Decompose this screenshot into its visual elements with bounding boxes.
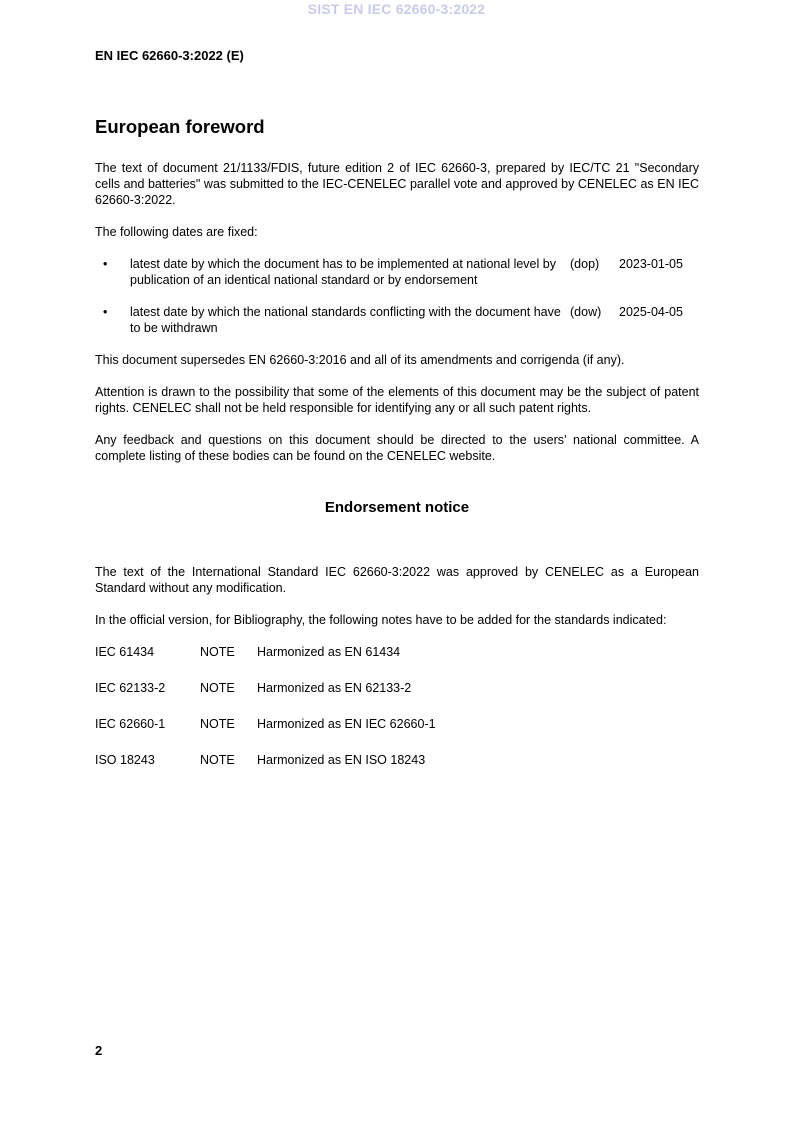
- date-item-dow: [95, 304, 699, 336]
- note-text: Harmonized as EN IEC 62660-1: [257, 717, 436, 731]
- date-item-text: latest date by which the document has to be implemented at national level by publication of an identical national standard or by endorsement: [130, 257, 556, 287]
- date-item-text: latest date by which the national standards conflicting with the document have to be withdrawn: [130, 305, 561, 335]
- date-item-code: (dop): [570, 257, 600, 271]
- note-text: Harmonized as EN 62133-2: [257, 681, 412, 695]
- patent-paragraph: Attention is drawn to the possibility that some of the elements of this document may be the subject of patent rights. CENELEC shall not be held responsible for identifying any or all such patent rights.: [95, 385, 699, 415]
- note-standard: IEC 61434: [95, 645, 155, 659]
- bullet-mark: •: [103, 305, 108, 319]
- feedback-paragraph: Any feedback and questions on this document should be directed to the users’ national committee. A complete listing of these bodies can be found on the CENELEC website.: [95, 433, 699, 463]
- dates-intro: The following dates are fixed:: [95, 225, 258, 239]
- note-standard: IEC 62133-2: [95, 681, 166, 695]
- note-row: [95, 752, 699, 768]
- note-row: [95, 644, 699, 660]
- note-standard: IEC 62660-1: [95, 717, 166, 731]
- note-kind: NOTE: [200, 753, 235, 767]
- page-content: [95, 116, 699, 788]
- endorsement-title: Endorsement notice: [324, 499, 470, 516]
- supersedes-paragraph: This document supersedes EN 62660-3:2016 and all of its amendments and corrigenda (if any).: [95, 353, 625, 367]
- date-item-date: 2025-04-05: [619, 305, 683, 319]
- note-text: Harmonized as EN 61434: [257, 645, 401, 659]
- foreword-intro: The text of document 21/1133/FDIS, future edition 2 of IEC 62660-3, prepared by IEC/TC 21 "Secondary cells and batteries" was submitted to the IEC-CENELEC parallel vote and approved by CENELEC as EN IEC 62660-3:2022.: [95, 161, 699, 207]
- bullet-mark: •: [103, 257, 108, 271]
- document-id: EN IEC 62660-3:2022 (E): [95, 48, 244, 63]
- watermark: SIST EN IEC 62660-3:2022: [307, 1, 486, 17]
- note-row: [95, 680, 699, 696]
- endorsement-text: The text of the International Standard IEC 62660-3:2022 was approved by CENELEC as a European Standard without any modification.: [95, 565, 699, 595]
- note-kind: NOTE: [200, 717, 235, 731]
- note-row: [95, 716, 699, 732]
- date-item-date: 2023-01-05: [619, 257, 683, 271]
- date-item-code: (dow): [570, 305, 602, 319]
- dates-list: [95, 256, 699, 336]
- date-item-dop: [95, 256, 699, 288]
- bibliography-notes: [95, 644, 699, 768]
- bibliography-intro: In the official version, for Bibliography, the following notes have to be added for the standards indicated:: [95, 613, 667, 627]
- note-kind: NOTE: [200, 645, 235, 659]
- note-standard: ISO 18243: [95, 753, 155, 767]
- page-number: 2: [95, 1043, 103, 1058]
- note-kind: NOTE: [200, 681, 235, 695]
- note-text: Harmonized as EN ISO 18243: [257, 753, 426, 767]
- foreword-title: European foreword: [95, 116, 265, 137]
